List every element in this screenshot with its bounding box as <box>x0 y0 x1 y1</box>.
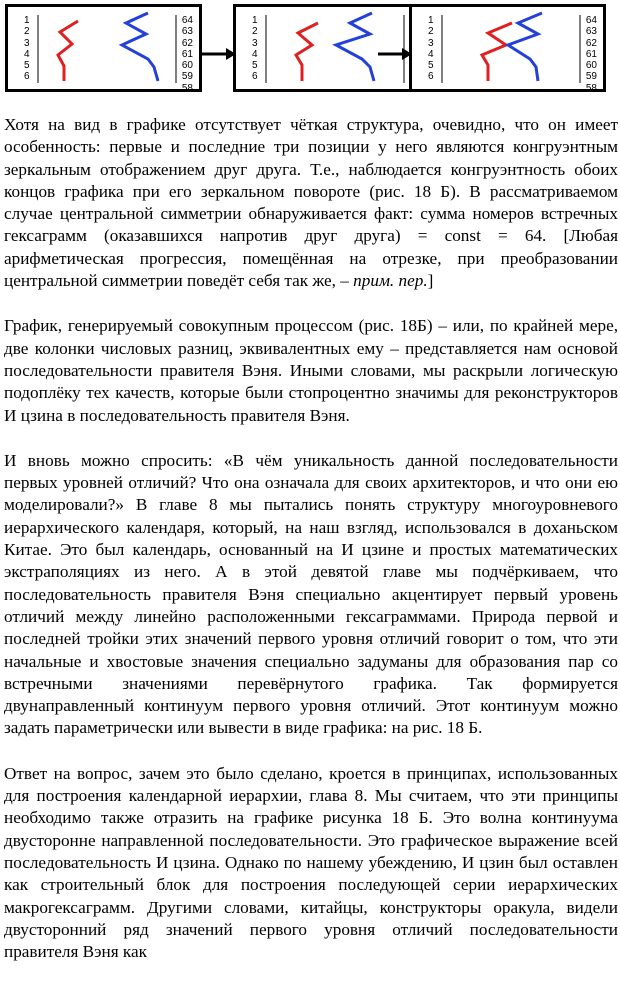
graph-1-drawing <box>8 7 199 89</box>
graph-3-left-scale: 1 2 3 4 5 6 <box>428 15 434 83</box>
graph-3-right-scale: 64 63 62 61 60 59 58 <box>585 15 597 94</box>
graph-3-blue-line <box>508 13 542 81</box>
bracket-close: ] <box>427 271 434 291</box>
graph-1-right-scale: 64 63 62 61 60 59 58 <box>181 15 193 94</box>
graph-panel-1 <box>5 4 202 92</box>
paragraph-2: График, генерируемый совокупным процессом (рис. 18Б) – или, по крайней мере, две колонки числовых разниц, эквивалентных ему – представляется нам основой последовательности правителя Вэня. Иными словами, мы раскрыли логическую подоплёку тех качеств, которые были стопроцентно значимы для реконструкторов И цзина в последовательность правителя Вэня. <box>4 316 618 425</box>
paragraph-1 <box>4 114 618 292</box>
translator-note: прим. пер. <box>353 271 428 291</box>
graph-1-left-scale: 1 2 3 4 5 6 <box>24 15 30 83</box>
graph-3-red-line <box>482 23 512 81</box>
graph-2-red-line <box>296 23 318 81</box>
graph-2-left-scale: 1 2 3 4 5 6 <box>252 15 258 83</box>
paragraph-4: Ответ на вопрос, зачем это было сделано, кроется в принципах, использованных для построения календарной иерархии, глава 8. Мы считаем, что эти принципы необходимо также отразить на графике рисунка 18 Б. Это волна континуума двусторонне направленной последовательности. Это графическое выражение всей последовательность И цзина. Однако по нашему убеждению, И цзин был оставлен как строительный блок для построения последующей серии иерархических макрогексаграмм. Другими словами, китайцы, конструкторы оракула, видели двусторонний ряд значений первого уровня отличий последовательности правителя Вэня как <box>4 763 618 962</box>
arrow-right-icon <box>378 47 412 61</box>
graph-panel-3 <box>409 4 606 92</box>
paragraph-3: И вновь можно спросить: «В чём уникальность данной последовательности первых уровней отличий? Что она означала для своих архитекторов, и что они ею моделировали?» В главе 8 мы пытались понять структуру многоуровневого иерархического календаря, который, на наш взгляд, использовался в доханьском Китае. Это был календарь, основанный на И цзине и простых математических экстраполяциях из него. А в этой девятой главе мы подчёркиваем, что последовательность правителя Вэня специально акцентирует первый уровень отличий между линейно расположенными гексаграммами. Природа первой и последней тройки этих значений первого уровня отличий говорит о том, что эти начальные и хвостовые значения специально задуманы для образования пар со встречными значениями перевёрнутого графика. Так формируется двунаправленный континуум первого уровня отличий. Этот континуум можно задать параметрически или вывести в виде графика: на рис. 18 Б. <box>4 450 618 738</box>
figure-18 <box>0 0 620 100</box>
graph-3-drawing <box>412 7 603 89</box>
body-text <box>4 114 618 986</box>
graph-1-red-line <box>58 21 78 81</box>
paragraph-1-text: Хотя на вид в графике отсутствует чёткая структура, очевидно, что он имеет особенность: первые и последние три позиции у него являются конгруэнтным зеркальным отображением друг друга. Т.е., наблюдается конгруэнтность обоих концов графика при его зеркальном повороте (рис. 18 Б). В рассматриваемом случае центральной симметрии обнаруживается факт: сумма номеров встречных гексаграмм (оказавшихся напротив друг друга) = const = 64. [Любая арифметическая прогрессия, помещённая на отрезке, при преобразовании центральной симметрии поведёт себя так же, – <box>4 115 618 291</box>
graph-2-blue-line <box>336 13 374 81</box>
graph-1-blue-line <box>122 13 158 81</box>
arrow-right-icon <box>202 47 236 61</box>
